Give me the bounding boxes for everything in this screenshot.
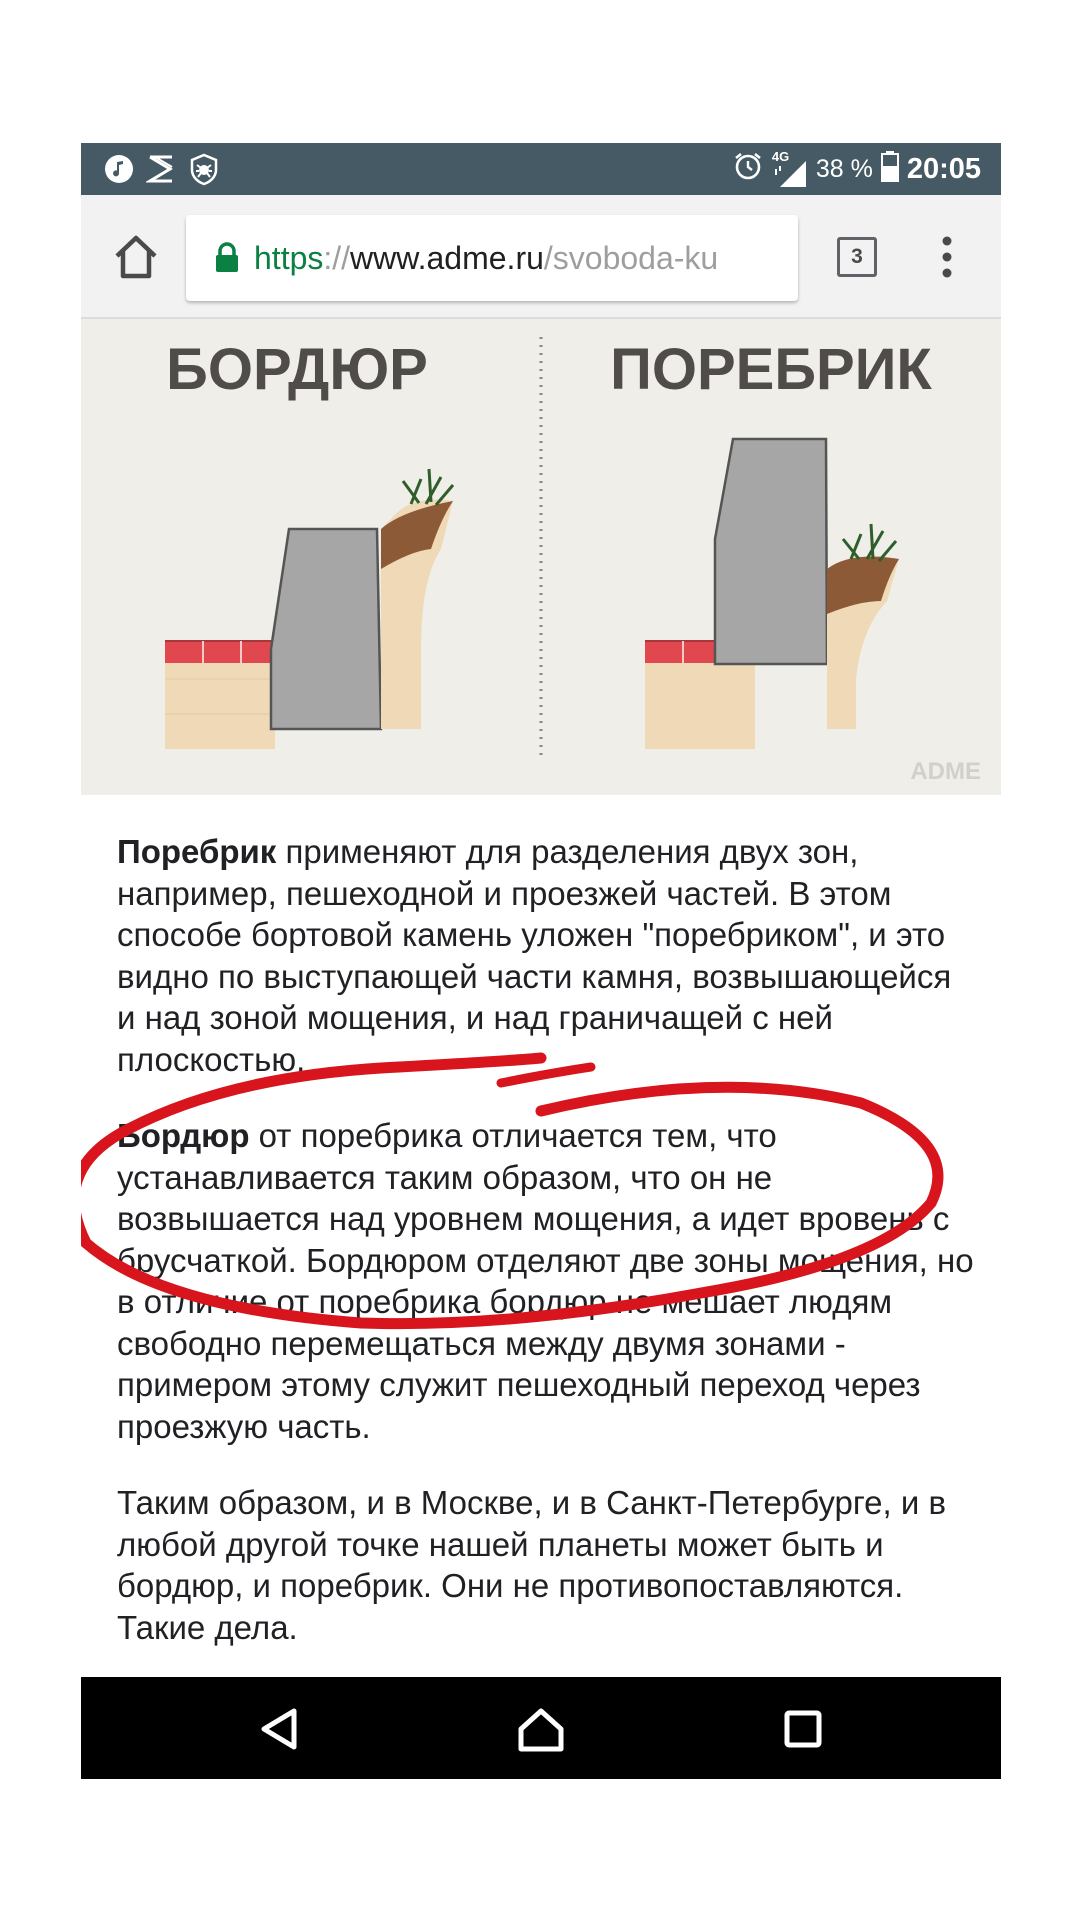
adme-watermark: ADME [910, 758, 981, 785]
phone-screen [81, 143, 1001, 1779]
more-vertical-icon [937, 233, 957, 281]
music-icon [101, 143, 137, 195]
porebrik-illustration [645, 439, 899, 749]
status-time: 20:05 [906, 152, 981, 185]
home-nav-button[interactable] [509, 1697, 573, 1761]
back-button[interactable] [246, 1697, 310, 1761]
back-triangle-icon [256, 1705, 300, 1753]
left-title: БОРДЮР [166, 337, 428, 402]
recents-button[interactable] [771, 1697, 835, 1761]
article-body [117, 831, 977, 1683]
url-scheme: https [254, 239, 324, 276]
right-title: ПОРЕБРИК [610, 337, 932, 402]
home-nav-icon [515, 1703, 567, 1755]
article-illustration [81, 319, 1001, 795]
network-type: 4G [771, 149, 790, 164]
battery-percent: 38 % [815, 154, 873, 183]
url-path: /svoboda-ku [543, 239, 719, 276]
status-right-group [732, 143, 981, 195]
paragraph-porebrik-text: применяют для разделения двух зон, например, пешеходной и проезжей частей. В этом способе бортовой камень уложен "поребриком", и это видно по выступающей части камня, возвышающейся и над зоной мощения, и над граничащей с ней плоскостью. [117, 833, 952, 1078]
drweb-spider-icon [185, 143, 223, 195]
battery-icon [881, 150, 899, 189]
curb-illustration [165, 469, 453, 749]
tab-switcher-button[interactable] [837, 237, 877, 277]
paragraph-bordur [117, 1115, 977, 1447]
alarm-icon [732, 150, 764, 189]
term-porebrik: Поребрик [117, 833, 277, 870]
lock-icon [214, 242, 240, 274]
tab-count: 3 [851, 245, 863, 268]
strava-s-icon [143, 143, 179, 195]
recents-square-icon [781, 1707, 825, 1751]
android-nav-bar [81, 1677, 1001, 1779]
overflow-menu-button[interactable] [937, 233, 957, 281]
term-bordur: Бордюр [117, 1117, 250, 1154]
url-host: www.adme.ru [350, 239, 544, 276]
status-bar [81, 143, 1001, 195]
paragraph-conclusion: Таким образом, и в Москве, и в Санкт-Петербурге, и в любой другой точке нашей планеты может быть и бордюр, и поребрик. Они не противопоставляются. Такие дела. [117, 1484, 946, 1646]
signal-4g-icon [772, 149, 808, 189]
home-icon [109, 230, 163, 284]
address-bar[interactable] [186, 215, 798, 301]
paragraph-bordur-text: от поребрика отличается тем, что устанавливается таким образом, что он не возвышается над уровнем мощения, а идет вровень с брусчаткой. Бордюром отделяют две зоны мощения, но в отличие от поребрика бордюр не мешает людям свободно перемещаться между двумя зонами - примером этому служит пешеходный переход через проезжую часть. [117, 1117, 974, 1445]
url-text [254, 240, 718, 277]
url-separator: :// [323, 239, 351, 276]
home-button[interactable] [109, 230, 163, 284]
browser-toolbar [81, 195, 1001, 319]
paragraph-porebrik [117, 831, 977, 1080]
